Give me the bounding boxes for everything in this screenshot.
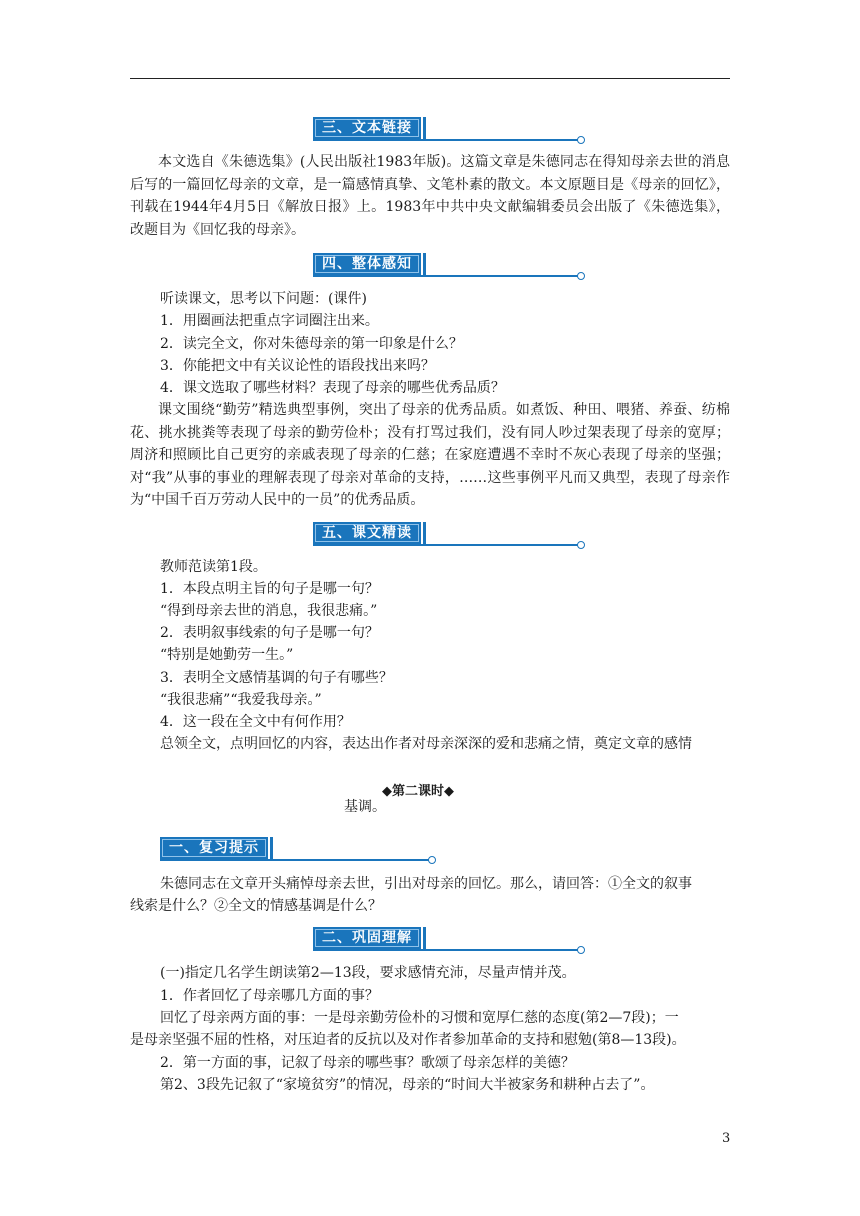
consolidate-line: 第2、3段先记叙了“家境贫穷”的情况，母亲的“时间大半被家务和耕种占去了”。 [160, 1077, 655, 1093]
close-line: 2．表明叙事线索的句子是哪一句？ [160, 625, 379, 641]
section-title: 三、文本链接 [313, 117, 421, 139]
review-line-1: 朱德同志在文章开头痛悼母亲去世，引出对母亲的回忆。那么，请回答：①全文的叙事 [160, 876, 692, 892]
overall-question-3: 3．你能把文中有关议论性的语段找出来吗？ [160, 358, 435, 374]
header-dot-icon [577, 272, 585, 280]
close-line: “我很悲痛”“我爱我母亲。” [160, 692, 322, 708]
section-title: 一、复习提示 [160, 837, 268, 859]
close-line: “特别是她勤劳一生。” [160, 647, 294, 663]
close-line: “得到母亲去世的消息，我很悲痛。” [160, 603, 378, 619]
close-line: 1．本段点明主旨的句子是哪一句？ [160, 581, 379, 597]
close-line: 总领全文，点明回忆的内容，表达出作者对母亲深深的爱和悲痛之情，奠定文章的感情 [160, 736, 692, 752]
overall-question-4: 4．课文选取了哪些材料？表现了母亲的哪些优秀品质？ [160, 380, 505, 396]
top-rule [130, 78, 730, 79]
section-header-review [160, 837, 273, 861]
section-header-overall [313, 253, 426, 277]
section-title: 五、课文精读 [313, 522, 421, 544]
lesson-subtitle: ◆第二课时◆ [382, 784, 454, 799]
section-header-text-link [313, 117, 426, 141]
section-title: 四、整体感知 [313, 253, 421, 275]
section-header-consolidate [313, 927, 426, 951]
section-header-close-reading [313, 522, 426, 546]
header-dot-icon [577, 541, 585, 549]
close-line: 4．这一段在全文中有何作用？ [160, 714, 351, 730]
header-dot-icon [577, 946, 585, 954]
text-link-paragraph: 本文选自《朱德选集》(人民出版社1983年版)。这篇文章是朱德同志在得知母亲去世的消息后写的一篇回忆母亲的文章，是一篇感情真挚、文笔朴素的散文。本文原题目是《母亲的回忆》，刊载在1944年4月5日《解放日报》上。1983年中共中央文献编辑委员会出版了《朱德选集》，改题目为《回忆我的母亲》。 [130, 154, 730, 238]
consolidate-line: 2．第一方面的事，记叙了母亲的哪些事？歌颂了母亲怎样的美德？ [160, 1055, 575, 1071]
close-line: 教师范读第1段。 [160, 559, 267, 575]
overall-answer: 课文围绕“勤劳”精选典型事例，突出了母亲的优秀品质。如煮饭、种田、喂猪、养蚕、纺棉花、挑水挑粪等表现了母亲的勤劳俭朴；没有打骂过我们，没有同人吵过架表现了母亲的宽厚；周济和照顾比自己更穷的亲戚表现了母亲的仁慈；在家庭遭遇不幸时不灰心表现了母亲的坚强；对“我”从事的事业的理解表现了母亲对革命的支持，……这些事例平凡而又典型，表现了母亲作为“中国千百万劳动人民中的一员”的优秀品质。 [130, 402, 730, 509]
overall-intro: 听读课文，思考以下问题：(课件) [160, 291, 367, 307]
overall-question-2: 2．读完全文，你对朱德母亲的第一印象是什么？ [160, 336, 463, 352]
header-dot-icon [428, 856, 436, 864]
close-line: 3．表明全文感情基调的句子有哪些？ [160, 670, 393, 686]
page-number: 3 [722, 1131, 731, 1146]
consolidate-line: 是母亲坚强不屈的性格，对压迫者的反抗以及对作者参加革命的支持和慰勉(第8—13段)。 [130, 1032, 686, 1048]
consolidate-line: 1．作者回忆了母亲哪几方面的事？ [160, 988, 379, 1004]
section-title: 二、巩固理解 [313, 927, 421, 949]
review-line-2: 线索是什么？②全文的情感基调是什么？ [130, 898, 382, 914]
consolidate-line: (一)指定几名学生朗读第2—13段，要求感情充沛，尽量声情并茂。 [160, 965, 576, 981]
close-line-wrap: 基调。 [344, 799, 386, 815]
consolidate-line: 回忆了母亲两方面的事：一是母亲勤劳俭朴的习惯和宽厚仁慈的态度(第2—7段)；一 [160, 1010, 679, 1026]
overall-question-1: 1．用圈画法把重点字词圈注出来。 [160, 313, 379, 329]
header-dot-icon [577, 136, 585, 144]
